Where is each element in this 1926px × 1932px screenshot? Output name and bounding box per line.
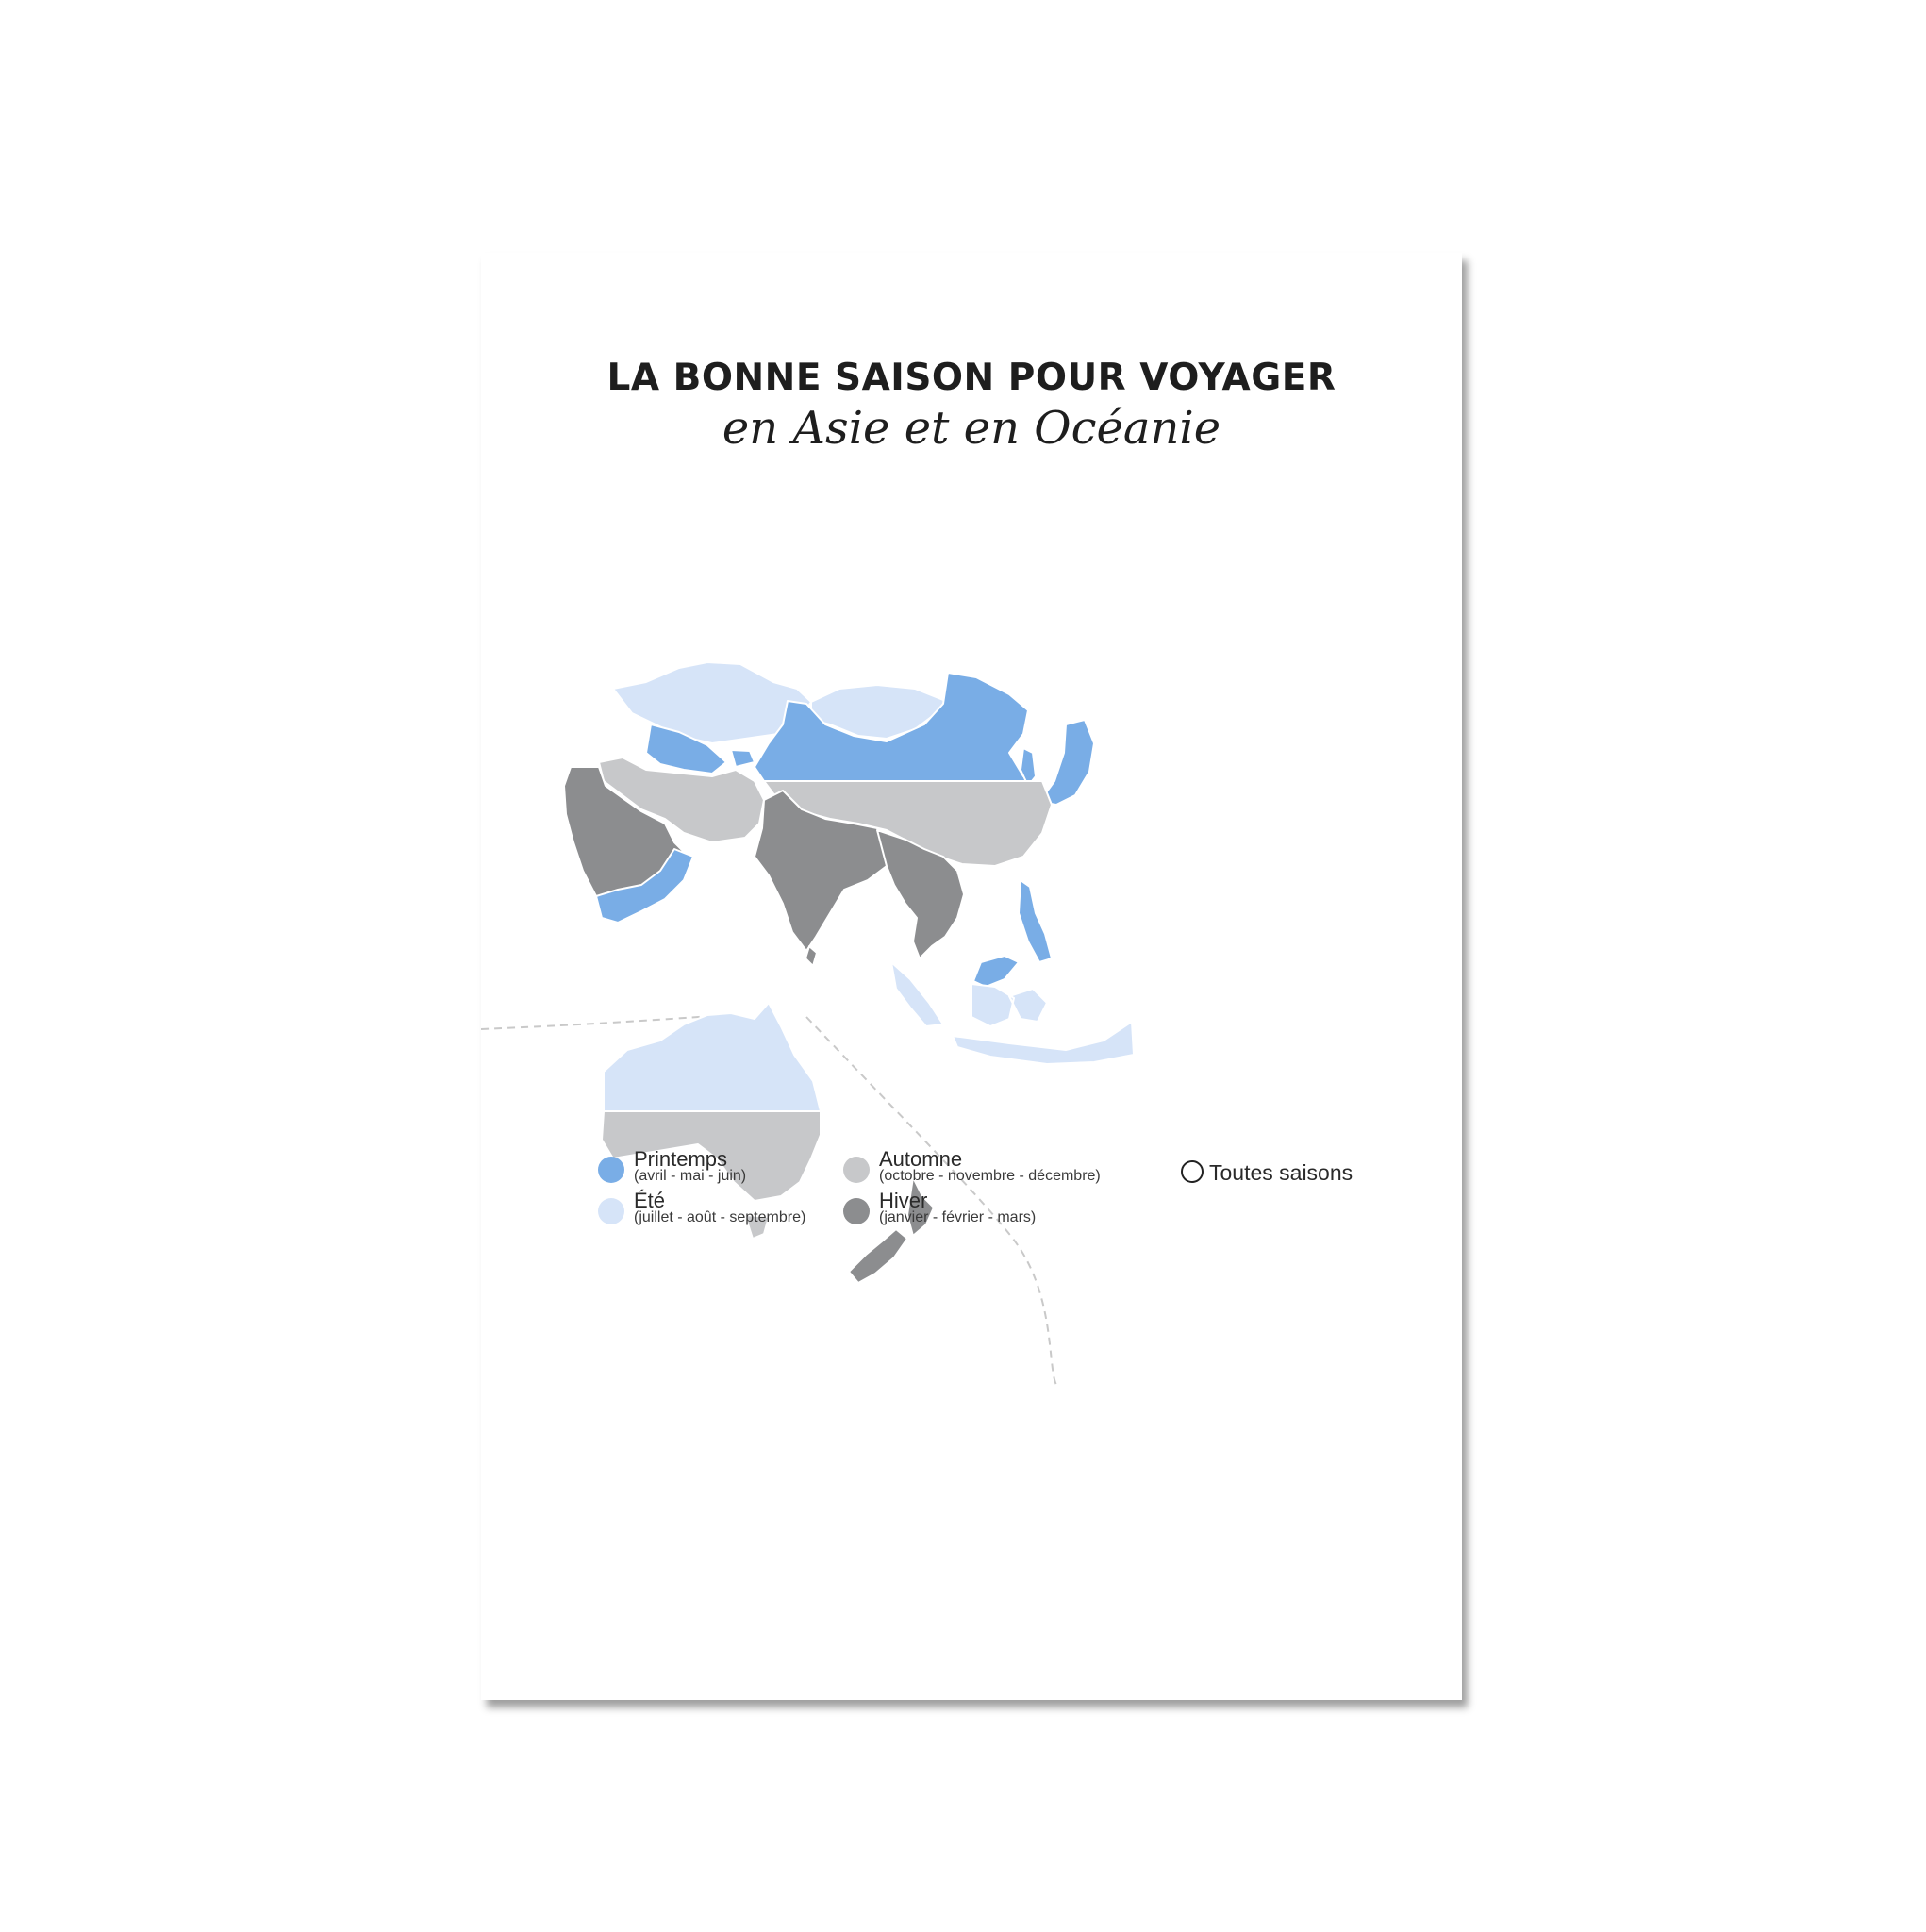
legend-automne-name: Automne bbox=[879, 1147, 963, 1171]
route-line-pacific bbox=[806, 1017, 1056, 1385]
legend-ete-swatch bbox=[598, 1198, 624, 1224]
legend-toutes-saisons-swatch bbox=[1181, 1160, 1204, 1183]
region-ete-indonesia bbox=[891, 962, 1134, 1064]
legend-ete-months: (juillet - août - septembre) bbox=[634, 1209, 806, 1225]
poster-sheet bbox=[481, 253, 1462, 1700]
region-printemps-philippines bbox=[973, 880, 1052, 987]
poster-title: LA BONNE SAISON POUR VOYAGER bbox=[606, 357, 1337, 399]
legend-toutes-saisons-name: Toutes saisons bbox=[1209, 1160, 1353, 1185]
legend-hiver-months: (janvier - février - mars) bbox=[879, 1209, 1037, 1225]
legend-hiver-name: Hiver bbox=[879, 1189, 928, 1212]
legend-printemps-months: (avril - mai - juin) bbox=[634, 1168, 747, 1184]
season-map bbox=[481, 253, 1462, 1700]
poster-subtitle: en Asie et en Océanie bbox=[722, 402, 1221, 455]
region-ete-australia-north bbox=[604, 1003, 821, 1111]
legend-automne-swatch bbox=[843, 1157, 870, 1183]
legend-ete-name: Été bbox=[634, 1189, 666, 1212]
legend-printemps-name: Printemps bbox=[634, 1147, 728, 1171]
legend-hiver-swatch bbox=[843, 1198, 870, 1224]
legend-automne-months: (octobre - novembre - décembre) bbox=[879, 1168, 1101, 1184]
legend-printemps-swatch bbox=[598, 1157, 624, 1183]
